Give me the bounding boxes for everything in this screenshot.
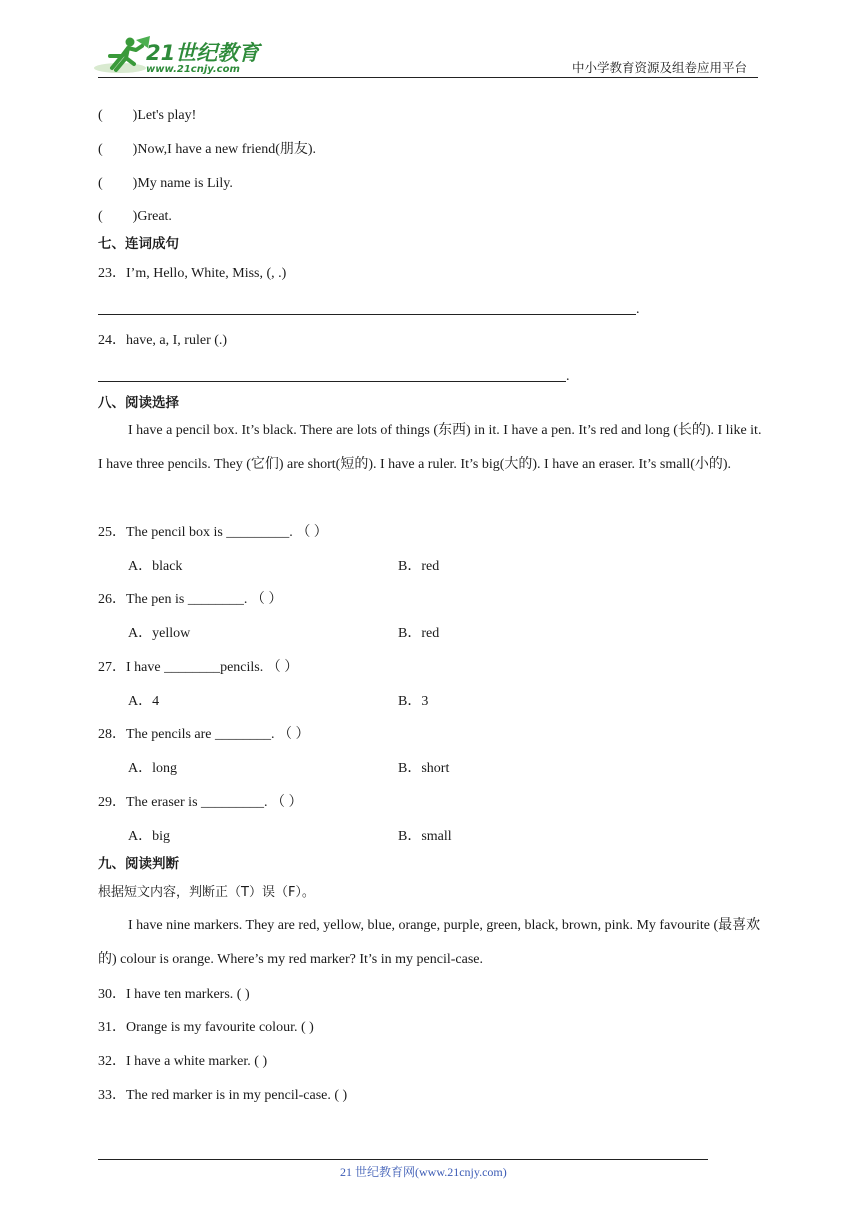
option-a[interactable]: A．long	[128, 761, 177, 776]
answer-line	[98, 381, 566, 382]
matching-item: ( )Let's play!	[98, 108, 197, 123]
question-29: 29．The eraser is _________. （ ）	[98, 795, 303, 810]
option-b[interactable]: B．red	[398, 559, 440, 574]
question-32: 32．I have a white marker. ( )	[98, 1054, 268, 1069]
header-right-text: 中小学教育资源及组卷应用平台	[572, 60, 748, 75]
section-title: 九、阅读判断	[98, 856, 179, 872]
header-divider	[98, 77, 758, 78]
question-26: 26．The pen is ________. （ ）	[98, 592, 283, 607]
option-b[interactable]: B．3	[398, 694, 429, 709]
question-31: 31．Orange is my favourite colour. ( )	[98, 1020, 314, 1035]
answer-line-end: .	[566, 369, 570, 384]
option-b[interactable]: B．small	[398, 829, 452, 844]
option-a[interactable]: A．yellow	[128, 626, 191, 641]
option-a[interactable]: A．4	[128, 694, 160, 709]
reading-passage: I have a pencil box. It’s black. There are lots of things (东西) in it. I have a pen. It’s red and long (长的). I like it. I have three pencils. They (它们) are short(短的). I have a ruler. It’s big(大的). I have an eraser. It’s small(小的).	[98, 423, 762, 472]
footer-divider	[98, 1159, 708, 1160]
logo-url: www.21cnjy.com	[146, 64, 240, 75]
option-a[interactable]: A．black	[128, 559, 183, 574]
question-30: 30．I have ten markers. ( )	[98, 987, 250, 1002]
matching-item: ( )Great.	[98, 209, 172, 224]
question-33: 33．The red marker is in my pencil-case. ( )	[98, 1088, 348, 1103]
section-title: 七、连词成句	[98, 236, 179, 252]
option-b[interactable]: B．short	[398, 761, 450, 776]
logo-text: 21世纪教育	[146, 41, 260, 65]
question-23: 23．I’m, Hello, White, Miss, (, .)	[98, 266, 287, 281]
question-25: 25．The pencil box is _________. （ ）	[98, 525, 328, 540]
question-28: 28．The pencils are ________. （ ）	[98, 727, 310, 742]
matching-item: ( )Now,I have a new friend(朋友).	[98, 142, 317, 157]
question-27: 27．I have ________pencils. （ ）	[98, 660, 299, 675]
answer-line	[98, 314, 636, 315]
matching-item: ( )My name is Lily.	[98, 176, 233, 191]
reading-passage: I have nine markers. They are red, yellow, blue, orange, purple, green, black, brown, pink. My favourite (最喜欢的) colour is orange. Where’s my red marker? It’s in my pencil-case.	[98, 918, 761, 967]
option-b[interactable]: B．red	[398, 626, 440, 641]
question-24: 24．have, a, I, ruler (.)	[98, 333, 228, 348]
footer-link[interactable]: 21 世纪教育网(www.21cnjy.com)	[340, 1165, 507, 1179]
section-title: 八、阅读选择	[98, 395, 179, 411]
option-a[interactable]: A．big	[128, 829, 170, 844]
answer-line-end: .	[636, 302, 640, 317]
instruction-text: 根据短文内容，判断正（T）误（F）。	[98, 885, 315, 900]
